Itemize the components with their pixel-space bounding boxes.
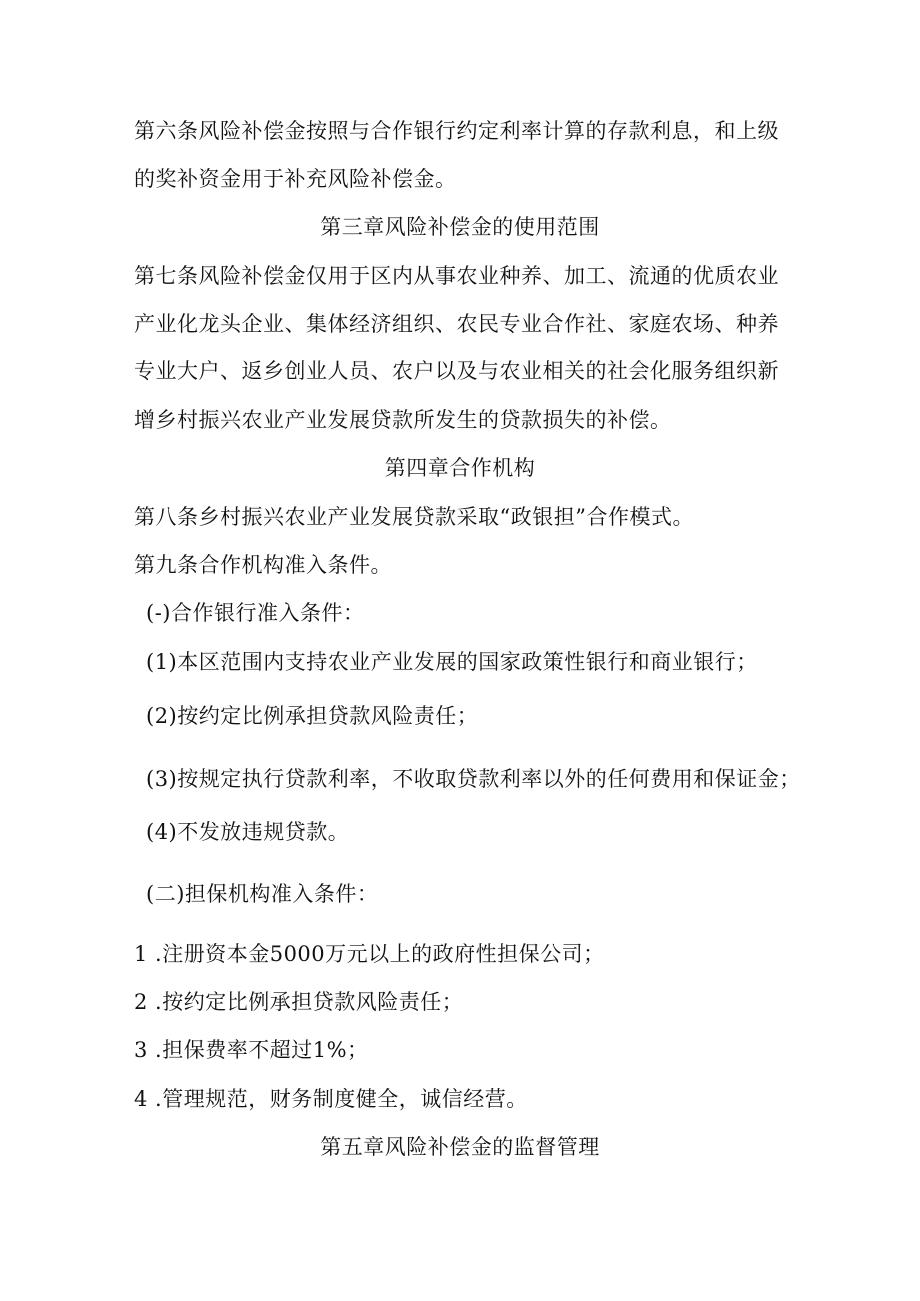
bank-item: (4)不发放违规贷款。 bbox=[146, 820, 350, 844]
chapter4-heading: 第四章合作机构 bbox=[384, 456, 536, 480]
article7-line1: 第七条风险补偿金仅用于区内从事农业种养、加工、流通的优质农业 bbox=[134, 264, 779, 288]
guarantee-heading: (二)担保机构准入条件： bbox=[146, 882, 379, 906]
guarantee-item: 1 .注册资本金5000万元以上的政府性担保公司； bbox=[134, 942, 605, 966]
chapter5-heading: 第五章风险补偿金的监督管理 bbox=[320, 1135, 600, 1159]
bank-item: (1)本区范围内支持农业产业发展的国家政策性银行和商业银行； bbox=[146, 650, 758, 674]
chapter3-heading: 第三章风险补偿金的使用范围 bbox=[320, 215, 600, 239]
guarantee-item: 2 .按约定比例承担贷款风险责任； bbox=[134, 990, 464, 1014]
article8: 第八条乡村振兴农业产业发展贷款采取“政银担”合作模式。 bbox=[134, 505, 694, 529]
guarantee-item: 4 .管理规范，财务制度健全，诚信经营。 bbox=[134, 1087, 528, 1111]
guarantee-item: 3 .担保费率不超过1%； bbox=[134, 1038, 369, 1062]
article9: 第九条合作机构准入条件。 bbox=[134, 553, 392, 577]
article7-line4: 增乡村振兴农业产业发展贷款所发生的贷款损失的补偿。 bbox=[134, 408, 672, 432]
bank-item: (3)按规定执行贷款利率，不收取贷款利率以外的任何费用和保证金； bbox=[146, 767, 801, 791]
bank-item: (2)按约定比例承担贷款风险责任； bbox=[146, 704, 479, 728]
article7-line2: 产业化龙头企业、集体经济组织、农民专业合作社、家庭农场、种养 bbox=[134, 312, 779, 336]
article6-line1: 第六条风险补偿金按照与合作银行约定利率计算的存款利息，和上级 bbox=[134, 119, 779, 143]
bank-heading: (-)合作银行准入条件： bbox=[146, 601, 365, 625]
article6-line2: 的奖补资金用于补充风险补偿金。 bbox=[134, 167, 457, 191]
article7-line3: 专业大户、返乡创业人员、农户以及与农业相关的社会化服务组织新 bbox=[134, 359, 779, 383]
